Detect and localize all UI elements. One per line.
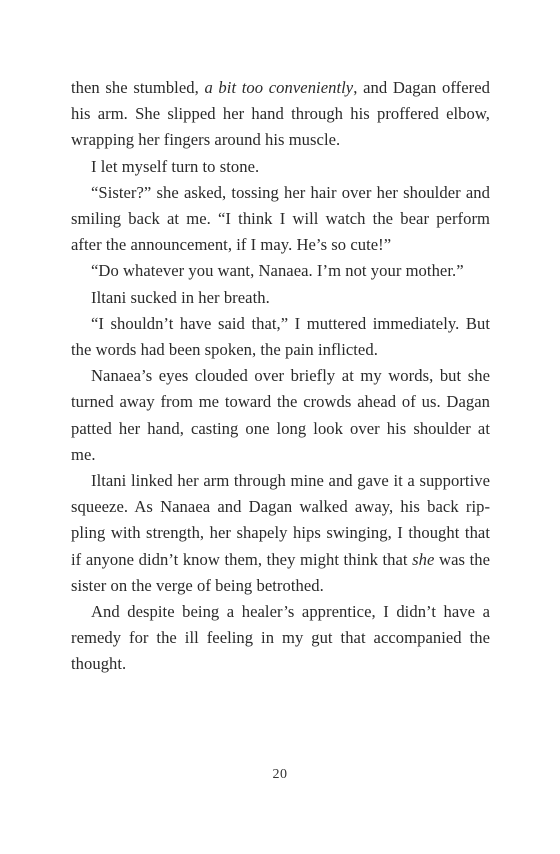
- italic-text: a bit too conveniently: [204, 78, 354, 97]
- text-run: Iltani linked her arm through mine and gave it a supportive squeeze. As Nanaea and Dagan walked away, his back rippling with strength, her shapely hips swinging, I thought that if anyone didn’t know them, they might think that: [71, 471, 490, 569]
- paragraph: [71, 311, 490, 363]
- text-run: Nanaea’s eyes clouded over briefly at my words, but she turned away from me toward the crowds ahead of us. Dagan patted her hand, casting one long look over his shoulder at me.: [71, 366, 490, 464]
- text-run: , and Dagan offered his arm. She slipped her hand through his proffered elbow, wrapping her fingers around his muscle.: [71, 78, 490, 150]
- paragraph: [71, 180, 490, 259]
- italic-text: she: [412, 549, 435, 569]
- text-run: And despite being a healer’s apprentice, I didn’t have a remedy for the ill feeling in my gut that accompanied the thought.: [71, 602, 490, 674]
- page-number: 20: [272, 767, 288, 782]
- paragraph: [71, 75, 490, 154]
- text-run: then she stumbled,: [71, 78, 205, 97]
- text-run: “I shouldn’t have said that,” I muttered immediately. But the words had been spoken, the pain inflicted.: [71, 313, 490, 360]
- paragraph: [71, 468, 490, 599]
- paragraph: [71, 599, 490, 678]
- paragraph: [71, 258, 490, 284]
- text-run: was the sister on the verge of being betrothed.: [71, 549, 490, 595]
- text-run: Iltani sucked in her breath.: [91, 287, 270, 307]
- text-run: “Do whatever you want, Nanaea. I’m not your mother.”: [91, 261, 464, 281]
- body-text: [71, 75, 490, 678]
- text-run: I let myself turn to stone.: [91, 156, 260, 176]
- paragraph: [71, 285, 490, 311]
- paragraph: [71, 154, 490, 180]
- paragraph: [71, 363, 490, 468]
- text-run: “Sister?” she asked, tossing her hair over her shoulder and smiling back at me. “I think I will watch the bear perform after the announcement, if I may. He’s so cute!”: [71, 182, 490, 255]
